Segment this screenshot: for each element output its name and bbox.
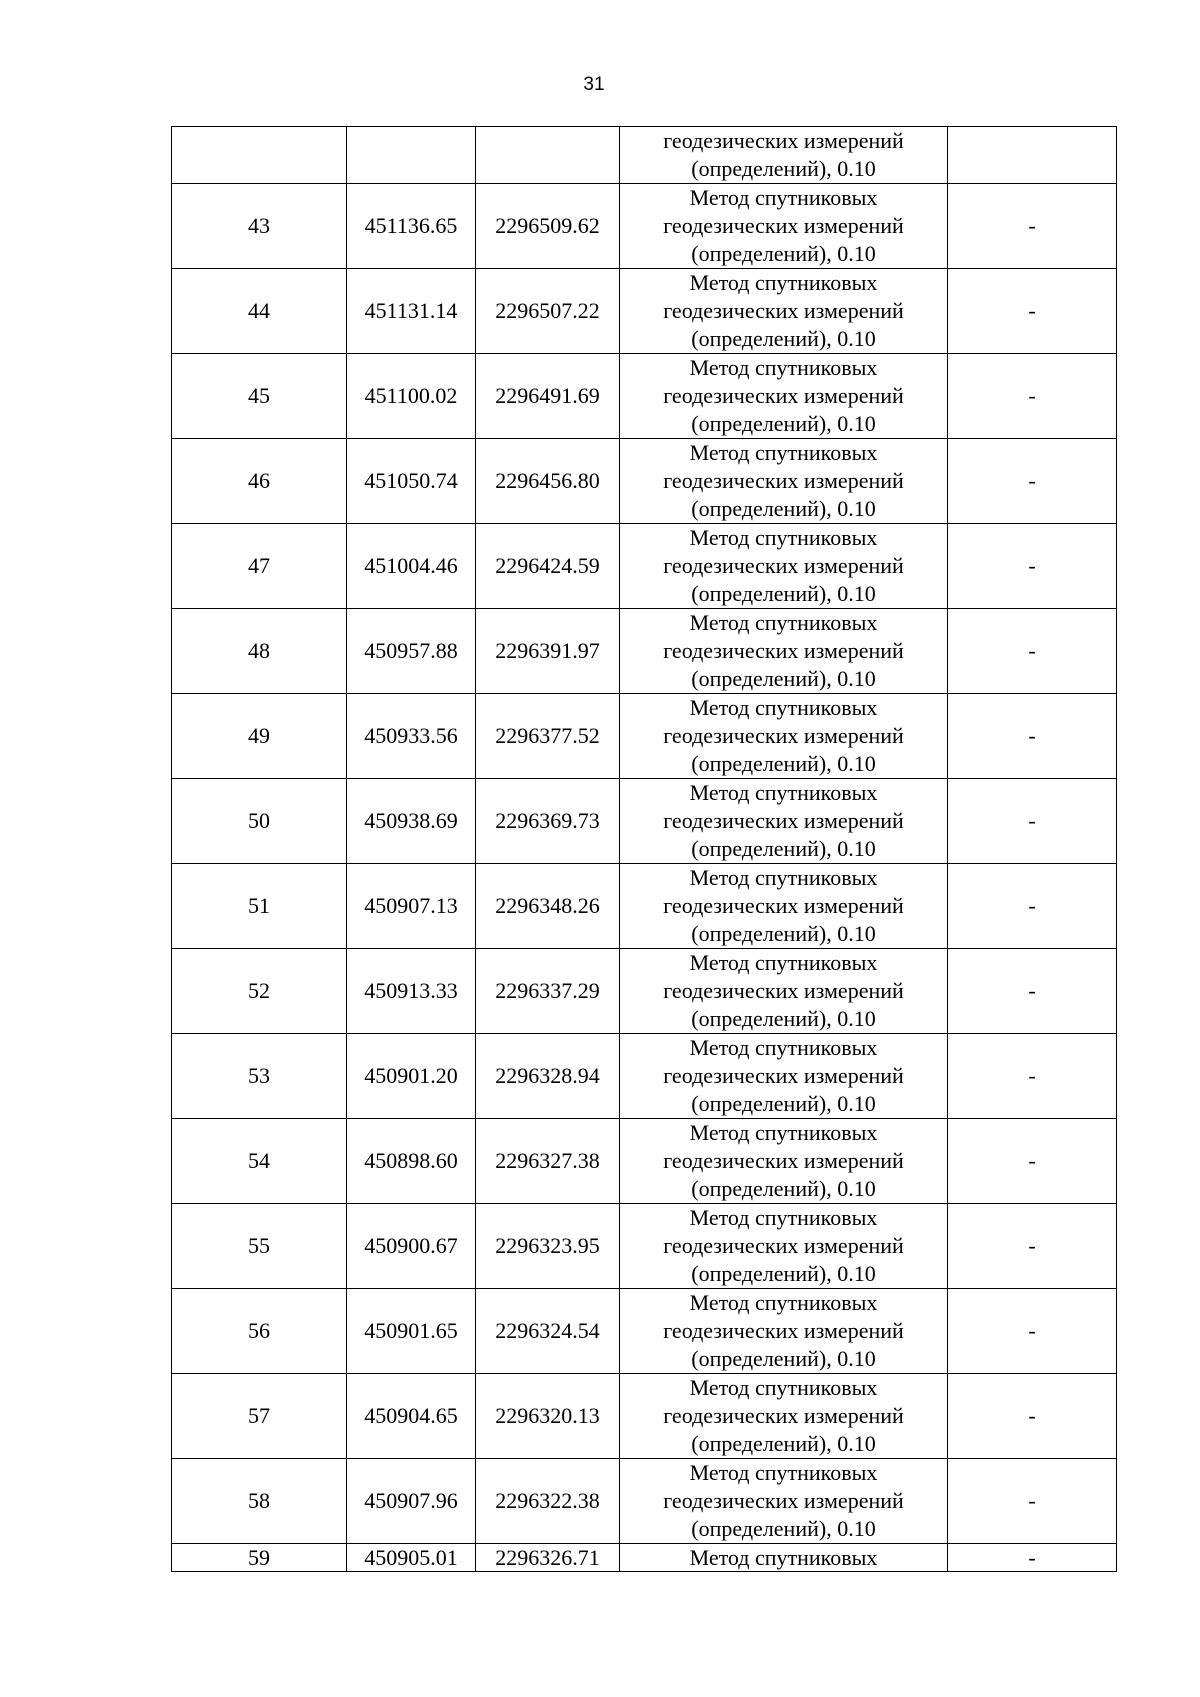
table-row [172, 949, 1117, 1034]
x-coordinate-cell: 450901.65 [347, 1289, 476, 1374]
method-line: геодезических измерений [663, 553, 904, 578]
method-cell [620, 127, 948, 184]
method-line: (определений), 0.10 [691, 241, 876, 266]
method-line: Метод спутниковых [689, 780, 878, 805]
table-row [172, 1459, 1117, 1544]
y-coordinate-cell [476, 127, 620, 184]
method-line: геодезических измерений [663, 1488, 904, 1513]
point-number-cell: 53 [172, 1034, 347, 1119]
method-line: Метод спутниковых [689, 440, 878, 465]
method-line: геодезических измерений [663, 1148, 904, 1173]
method-cell [620, 1034, 948, 1119]
x-coordinate-cell: 450900.67 [347, 1204, 476, 1289]
method-line: Метод спутниковых [689, 1035, 878, 1060]
method-line: Метод спутниковых [689, 1290, 878, 1315]
page-number: 31 [583, 74, 605, 95]
y-coordinate-cell: 2296391.97 [476, 609, 620, 694]
method-cell [620, 694, 948, 779]
note-cell: - [948, 439, 1117, 524]
method-line: геодезических измерений [663, 893, 904, 918]
point-number-cell: 44 [172, 269, 347, 354]
y-coordinate-cell: 2296377.52 [476, 694, 620, 779]
method-cell [620, 524, 948, 609]
note-cell: - [948, 864, 1117, 949]
method-line: (определений), 0.10 [691, 751, 876, 776]
method-line: геодезических измерений [663, 298, 904, 323]
note-cell: - [948, 1374, 1117, 1459]
method-cell [620, 354, 948, 439]
table-row [172, 524, 1117, 609]
method-cell [620, 609, 948, 694]
method-line: геодезических измерений [663, 723, 904, 748]
method-line: геодезических измерений [663, 1318, 904, 1343]
point-number-cell: 50 [172, 779, 347, 864]
method-line: Метод спутниковых [689, 185, 878, 210]
x-coordinate-cell: 450904.65 [347, 1374, 476, 1459]
note-cell: - [948, 694, 1117, 779]
y-coordinate-cell: 2296507.22 [476, 269, 620, 354]
y-coordinate-cell: 2296337.29 [476, 949, 620, 1034]
note-cell: - [948, 1459, 1117, 1544]
x-coordinate-cell: 450898.60 [347, 1119, 476, 1204]
y-coordinate-cell: 2296491.69 [476, 354, 620, 439]
coordinates-table [171, 126, 1117, 1572]
point-number-cell: 52 [172, 949, 347, 1034]
x-coordinate-cell [347, 127, 476, 184]
x-coordinate-cell: 450957.88 [347, 609, 476, 694]
method-line: (определений), 0.10 [691, 1091, 876, 1116]
table-row [172, 439, 1117, 524]
y-coordinate-cell: 2296348.26 [476, 864, 620, 949]
method-cell [620, 779, 948, 864]
point-number-cell: 47 [172, 524, 347, 609]
x-coordinate-cell: 451050.74 [347, 439, 476, 524]
table-row [172, 779, 1117, 864]
table-row [172, 1204, 1117, 1289]
note-cell: - [948, 1544, 1117, 1572]
method-line: Метод спутниковых [689, 1205, 878, 1230]
method-line: Метод спутниковых [689, 270, 878, 295]
method-line: геодезических измерений [663, 468, 904, 493]
y-coordinate-cell: 2296323.95 [476, 1204, 620, 1289]
x-coordinate-cell: 451131.14 [347, 269, 476, 354]
y-coordinate-cell: 2296369.73 [476, 779, 620, 864]
y-coordinate-cell: 2296327.38 [476, 1119, 620, 1204]
method-line: (определений), 0.10 [691, 1516, 876, 1541]
method-line: геодезических измерений [663, 808, 904, 833]
point-number-cell: 56 [172, 1289, 347, 1374]
note-cell: - [948, 524, 1117, 609]
method-line: (определений), 0.10 [691, 581, 876, 606]
note-cell: - [948, 1204, 1117, 1289]
method-line: Метод спутниковых [689, 950, 878, 975]
method-cell [620, 1119, 948, 1204]
y-coordinate-cell: 2296322.38 [476, 1459, 620, 1544]
note-cell [948, 127, 1117, 184]
point-number-cell [172, 127, 347, 184]
method-line: геодезических измерений [663, 638, 904, 663]
x-coordinate-cell: 450913.33 [347, 949, 476, 1034]
method-cell [620, 1374, 948, 1459]
method-cell [620, 864, 948, 949]
point-number-cell: 54 [172, 1119, 347, 1204]
table-row [172, 1374, 1117, 1459]
y-coordinate-cell: 2296328.94 [476, 1034, 620, 1119]
method-line: геодезических измерений [663, 978, 904, 1003]
note-cell: - [948, 609, 1117, 694]
method-cell: Метод спутниковых [620, 1544, 948, 1572]
note-cell: - [948, 1289, 1117, 1374]
method-line: геодезических измерений [663, 213, 904, 238]
method-cell [620, 269, 948, 354]
point-number-cell: 43 [172, 184, 347, 269]
method-line: (определений), 0.10 [691, 411, 876, 436]
point-number-cell: 48 [172, 609, 347, 694]
point-number-cell: 55 [172, 1204, 347, 1289]
point-number-cell: 51 [172, 864, 347, 949]
method-line: Метод спутниковых [689, 1375, 878, 1400]
point-number-cell: 58 [172, 1459, 347, 1544]
point-number-cell: 49 [172, 694, 347, 779]
x-coordinate-cell: 450907.13 [347, 864, 476, 949]
method-line: (определений), 0.10 [691, 156, 876, 181]
method-line: Метод спутниковых [689, 1120, 878, 1145]
x-coordinate-cell: 451004.46 [347, 524, 476, 609]
table-row [172, 609, 1117, 694]
y-coordinate-cell: 2296320.13 [476, 1374, 620, 1459]
table-row [172, 354, 1117, 439]
point-number-cell: 45 [172, 354, 347, 439]
note-cell: - [948, 269, 1117, 354]
y-coordinate-cell: 2296324.54 [476, 1289, 620, 1374]
method-line: геодезических измерений [663, 1233, 904, 1258]
x-coordinate-cell: 450905.01 [347, 1544, 476, 1572]
note-cell: - [948, 184, 1117, 269]
note-cell: - [948, 1034, 1117, 1119]
x-coordinate-cell: 450933.56 [347, 694, 476, 779]
method-line: (определений), 0.10 [691, 1176, 876, 1201]
method-line: геодезических измерений [663, 383, 904, 408]
table-row [172, 1119, 1117, 1204]
note-cell: - [948, 354, 1117, 439]
point-number-cell: 57 [172, 1374, 347, 1459]
method-line: Метод спутниковых [689, 355, 878, 380]
method-line: (определений), 0.10 [691, 1346, 876, 1371]
x-coordinate-cell: 450901.20 [347, 1034, 476, 1119]
y-coordinate-cell: 2296509.62 [476, 184, 620, 269]
table-row [172, 184, 1117, 269]
method-line: Метод спутниковых [689, 695, 878, 720]
method-line: Метод спутниковых [689, 610, 878, 635]
method-cell [620, 1204, 948, 1289]
x-coordinate-cell: 450907.96 [347, 1459, 476, 1544]
method-line: геодезических измерений [663, 1403, 904, 1428]
table-row [172, 1289, 1117, 1374]
note-cell: - [948, 1119, 1117, 1204]
method-cell [620, 1289, 948, 1374]
point-number-cell: 59 [172, 1544, 347, 1572]
table-row [172, 269, 1117, 354]
coordinates-table-body [172, 127, 1117, 1572]
method-line: (определений), 0.10 [691, 326, 876, 351]
method-cell [620, 949, 948, 1034]
method-line: геодезических измерений [663, 1063, 904, 1088]
table-row [172, 1034, 1117, 1119]
table-row [172, 864, 1117, 949]
method-line: (определений), 0.10 [691, 666, 876, 691]
method-line: Метод спутниковых [689, 1460, 878, 1485]
method-line: (определений), 0.10 [691, 1261, 876, 1286]
note-cell: - [948, 949, 1117, 1034]
table-row-continued [172, 127, 1117, 184]
table-row [172, 694, 1117, 779]
x-coordinate-cell: 450938.69 [347, 779, 476, 864]
point-number-cell: 46 [172, 439, 347, 524]
method-line: Метод спутниковых [689, 525, 878, 550]
method-line: (определений), 0.10 [691, 1006, 876, 1031]
y-coordinate-cell: 2296424.59 [476, 524, 620, 609]
y-coordinate-cell: 2296456.80 [476, 439, 620, 524]
table-row-partial [172, 1544, 1117, 1572]
method-line: (определений), 0.10 [691, 496, 876, 521]
method-line: (определений), 0.10 [691, 836, 876, 861]
method-cell [620, 439, 948, 524]
x-coordinate-cell: 451136.65 [347, 184, 476, 269]
method-line: (определений), 0.10 [691, 921, 876, 946]
note-cell: - [948, 779, 1117, 864]
method-cell [620, 184, 948, 269]
method-line: Метод спутниковых [689, 865, 878, 890]
x-coordinate-cell: 451100.02 [347, 354, 476, 439]
method-line: геодезических измерений [663, 128, 904, 153]
method-cell [620, 1459, 948, 1544]
y-coordinate-cell: 2296326.71 [476, 1544, 620, 1572]
method-line: (определений), 0.10 [691, 1431, 876, 1456]
